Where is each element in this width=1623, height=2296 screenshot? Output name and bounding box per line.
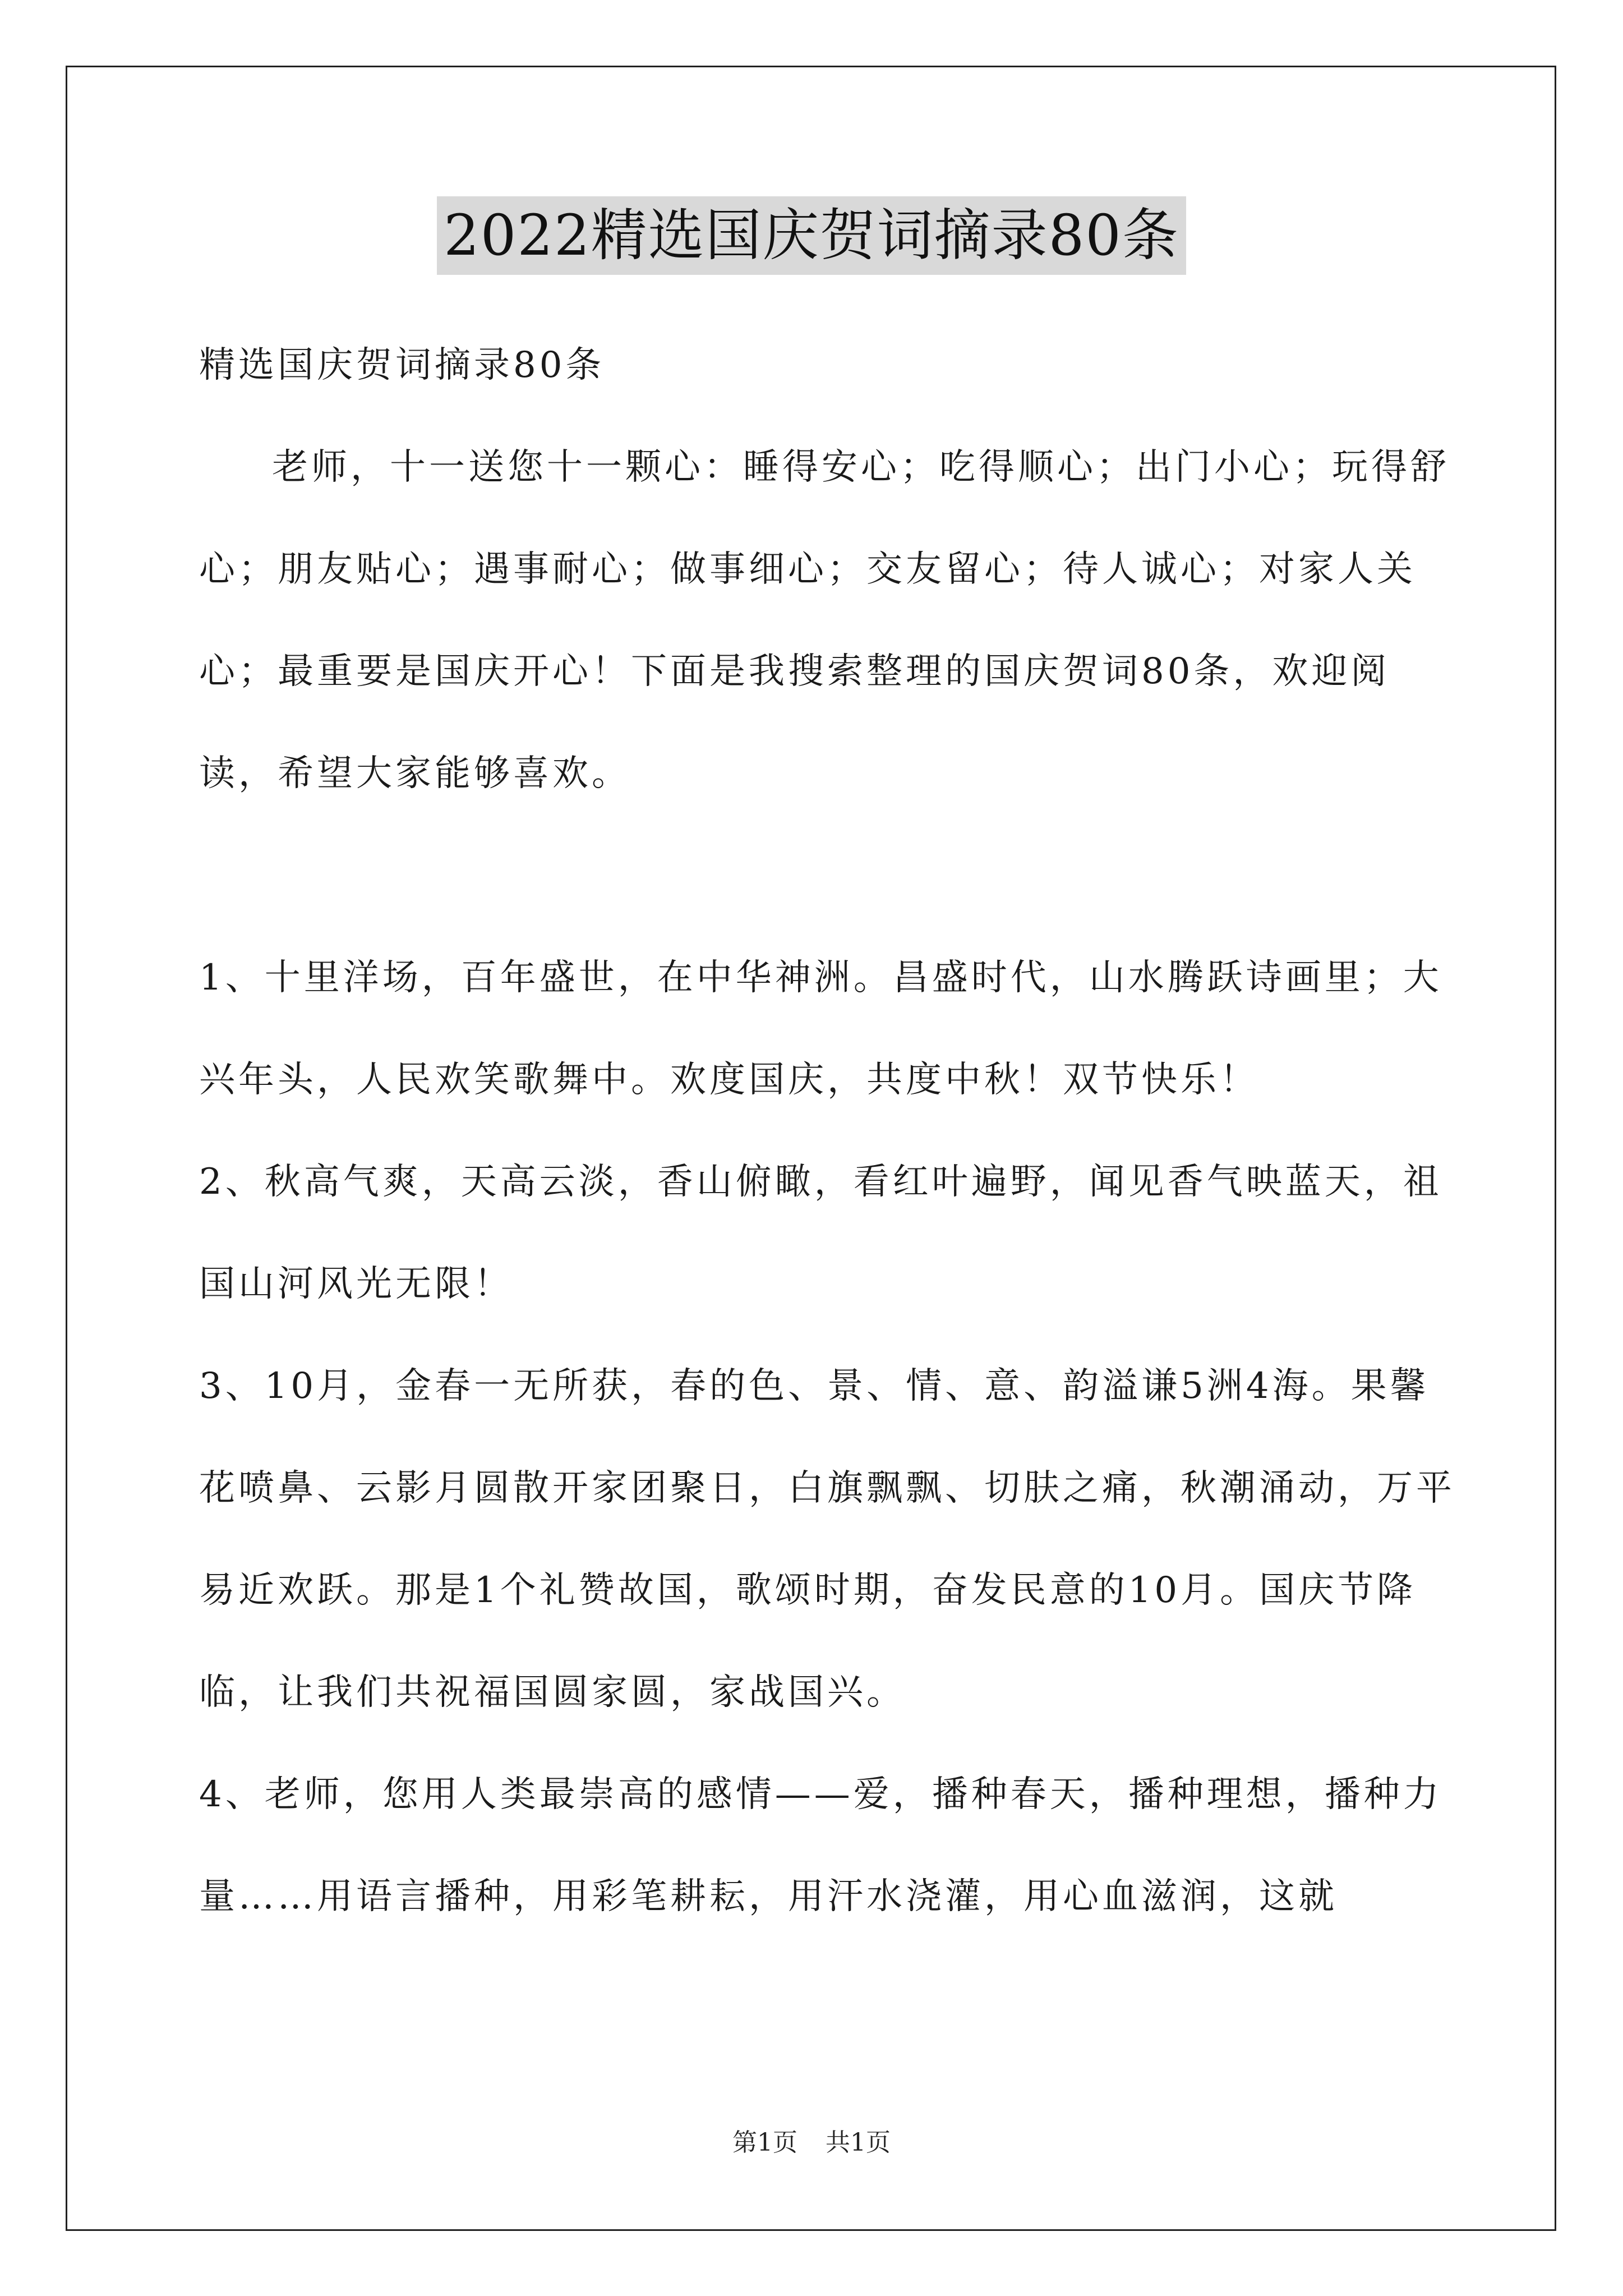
page-number: 第1页 [732, 2128, 797, 2157]
document-subtitle: 精选国庆贺词摘录80条 [199, 344, 605, 386]
list-item: 4、老师，您用人类最崇高的感情——爱，播种春天，播种理想，播种力量……用语言播种，用彩笔耕耘，用汗水浇灌，用心血滋润，这就 [199, 1774, 1442, 1917]
list-item: 2、秋高气爽，天高云淡，香山俯瞰，看红叶遍野，闻见香气映蓝天，祖国山河风光无限！ [199, 1161, 1442, 1305]
intro-paragraph: 老师，十一送您十一颗心：睡得安心；吃得顺心；出门小心；玩得舒心；朋友贴心；遇事耐心；做事细心；交友留心；待人诚心；对家人关心；最重要是国庆开心！下面是我搜索整理的国庆贺词80条，欢迎阅读，希望大家能够喜欢。 [199, 447, 1450, 794]
list-item: 3、10月，金春一无所获，春的色、景、情、意、韵溢谦5洲4海。果馨花喷鼻、云影月圆散开家团聚日，白旗飘飘、切肤之痛，秋潮涌动，万平易近欢跃。那是1个礼赞故国，歌颂时期，奋发民意的10月。国庆节降临，让我们共祝福国圆家圆，家战国兴。 [199, 1365, 1455, 1713]
page-total: 共1页 [826, 2128, 891, 2157]
paragraph-spacer [199, 825, 1461, 927]
page-footer [0, 2126, 1623, 2160]
list-item: 1、十里洋场，百年盛世，在中华神洲。昌盛时代，山水腾跃诗画里；大兴年头，人民欢笑歌舞中。欢度国庆，共度中秋！双节快乐！ [199, 957, 1442, 1101]
title-container [0, 196, 1623, 275]
document-body [199, 314, 1461, 1948]
document-title: 2022精选国庆贺词摘录80条 [437, 196, 1186, 275]
